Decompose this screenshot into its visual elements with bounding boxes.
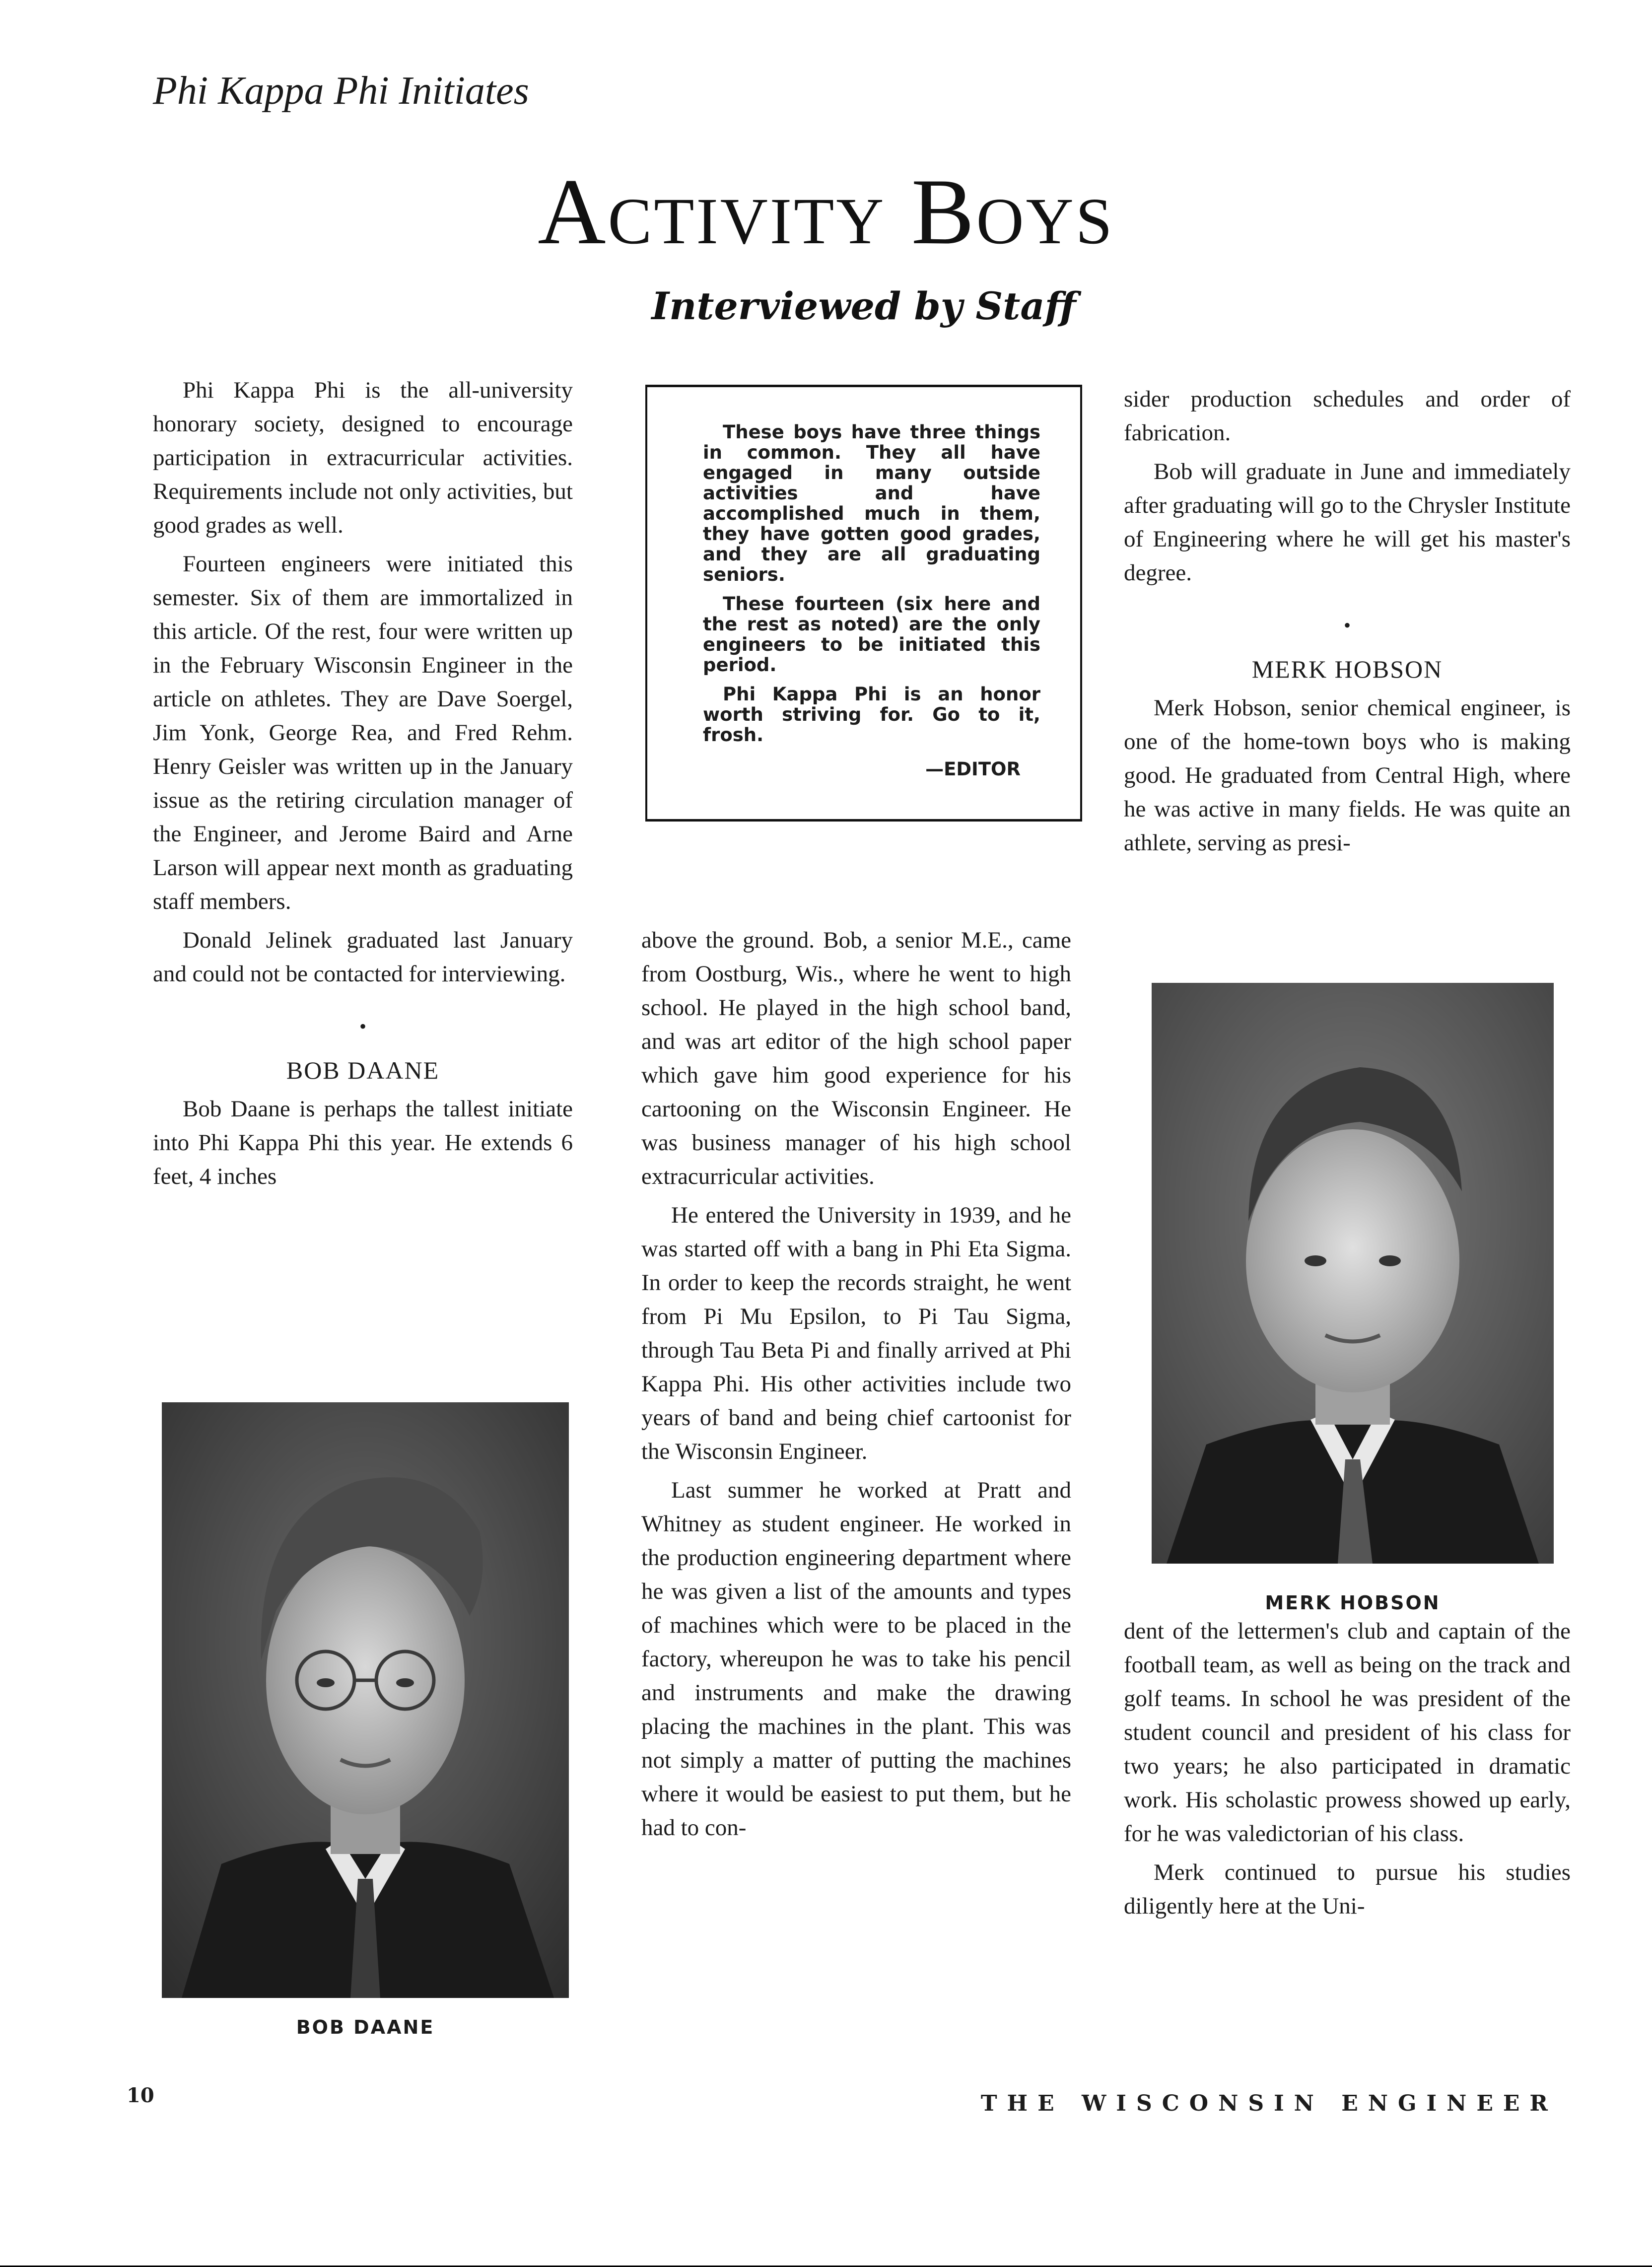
daane-background-paragraph: above the ground. Bob, a senior M.E., came from Oostburg, Wis., where he went to high school. He played in the high school band, and was art editor of the high school paper which gave him good experience for his cartooning on the Wisconsin Engineer. He was business manager of his high school extracurricular activities. <box>641 927 1071 1189</box>
editor-note-paragraph: These fourteen (six here and the rest as noted) are the only engineers to be initiated this period. <box>703 593 1040 676</box>
hobson-university-paragraph: Merk continued to pursue his studies diligently here at the Uni- <box>1124 1859 1571 1919</box>
daane-university-paragraph: He entered the University in 1939, and he was started off with a bang in Phi Eta Sigma. In order to keep the records straight, he went from Pi Mu Epsilon, to Pi Tau Sigma, through Tau Beta Pi and finally arrived at Phi Kappa Phi. His other activities include two years of band and being chief cartoonist for the Wisconsin Engineer. <box>641 1202 1071 1464</box>
daane-paragraph: Bob Daane is perhaps the tallest initiate into Phi Kappa Phi this year. He extends 6 feet, 4 inches <box>153 1096 573 1189</box>
daane-graduation-paragraph: Bob will graduate in June and immediately after graduating will go to the Chrysler Institute of Engineering where he will get his master's degree. <box>1124 459 1571 586</box>
hobson-subhead: MERK HOBSON <box>1251 655 1443 683</box>
daane-subhead: BOB DAANE <box>286 1056 440 1084</box>
hobson-intro-paragraph: Merk Hobson, senior chemical engineer, is one of the home-town boys who is making good. He graduated from Central High, where he was active in many fields. He was quite an athlete, serving as presi- <box>1124 695 1571 856</box>
bob-daane-caption: BOB DAANE <box>296 2016 435 2038</box>
publication-name: THE WISCONSIN ENGINEER <box>980 2091 1558 2116</box>
portrait-illustration <box>162 1402 569 1998</box>
daane-summer-paragraph: Last summer he worked at Pratt and Whitney as student engineer. He worked in the production engineering department where he was given a list of the amounts and types of machines which were to be placed in the factory, whereupon he was to take his pencil and instruments and make the drawing placing the machines in the plant. This was not simply a matter of putting the machines where it would be easiest to put them, but he had to con- <box>641 1477 1071 1841</box>
section-bullet: • <box>359 1015 366 1037</box>
page-number: 10 <box>127 2084 154 2107</box>
bob-daane-photo <box>162 1402 569 1998</box>
hobson-activities-paragraph: dent of the lettermen's club and captain of the football team, as well as being on the track and golf teams. In school he was president of the student council and president of his class for two years; he also participated in dramatic work. His scholastic prowess showed up early, for he was valedictorian of his class. <box>1124 1618 1571 1847</box>
column-3-top <box>1124 382 1571 860</box>
column-2 <box>641 923 1071 1845</box>
daane-continued-paragraph: sider production schedules and order of fabrication. <box>1124 386 1571 446</box>
intro-paragraph: Phi Kappa Phi is the all-university honorary society, designed to encourage participation in extracurricular activities. Requirements include not only activities, but good grades as well. <box>153 377 573 538</box>
column-3-bottom <box>1124 1614 1571 1923</box>
editor-note-paragraph: These boys have three things in common. They all have engaged in many outside activities and have accomplished much in them, they have gotten good grades, and they are all graduating seniors. <box>703 421 1040 585</box>
merk-hobson-caption: MERK HOBSON <box>1265 1592 1441 1614</box>
merk-hobson-photo <box>1152 983 1554 1564</box>
section-bullet: • <box>1343 614 1351 636</box>
jelinek-paragraph: Donald Jelinek graduated last January and could not be contacted for interviewing. <box>153 927 573 987</box>
article-title: Activity Boys <box>538 160 1114 264</box>
editor-note-box <box>645 385 1082 822</box>
portrait-illustration <box>1152 983 1554 1564</box>
editor-note-paragraph: Phi Kappa Phi is an honor worth striving for. Go to it, frosh. <box>703 684 1040 746</box>
initiates-paragraph: Fourteen engineers were initiated this semester. Six of them are immortalized in this article. Of the rest, four were written up in the February Wisconsin Engineer in the article on athletes. They are Dave Soergel, Jim Yonk, George Rea, and Fred Rehm. Henry Geisler was written up in the January issue as the retiring circulation manager of the Engineer, and Jerome Baird and Arne Larson will appear next month as graduating staff members. <box>153 551 573 914</box>
article-byline: Interviewed by Staff <box>651 284 1076 328</box>
article-kicker: Phi Kappa Phi Initiates <box>153 69 529 113</box>
column-1 <box>153 373 573 1193</box>
editor-signature: —EDITOR <box>925 758 1021 780</box>
